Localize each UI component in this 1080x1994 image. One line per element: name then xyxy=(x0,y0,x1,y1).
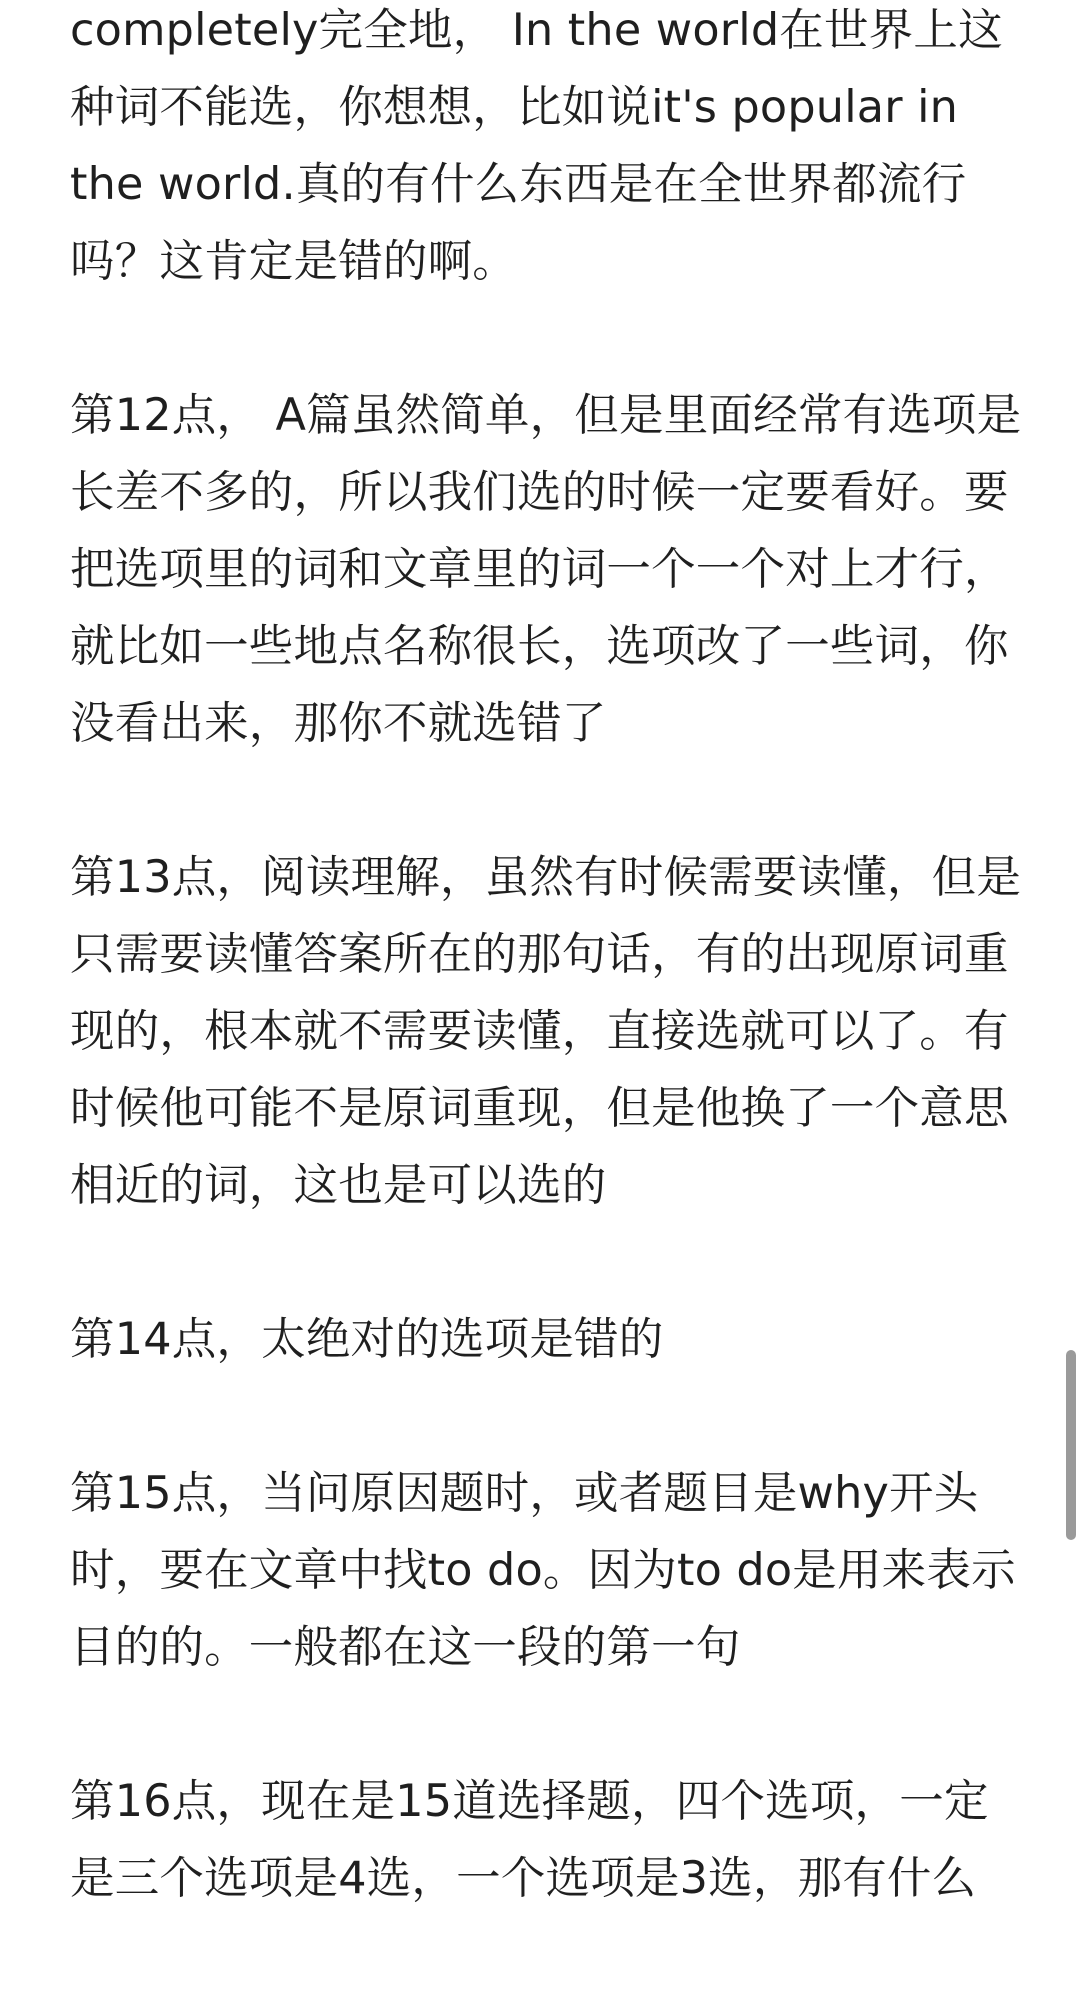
scrollbar-thumb[interactable] xyxy=(1066,1350,1076,1540)
vertical-scrollbar[interactable] xyxy=(1062,0,1080,1920)
article-body xyxy=(70,0,1030,1994)
paragraph-point-15: 第15点，当问原因题时，或者题目是why开头时，要在文章中找to do。因为to do是用来表示目的的。一般都在这一段的第一句 xyxy=(70,1468,1016,1673)
paragraph-point-14: 第14点，太绝对的选项是错的 xyxy=(70,1314,664,1365)
paragraph-point-12: 第12点， A篇虽然简单，但是里面经常有选项是长差不多的，所以我们选的时候一定要看好。要把选项里的词和文章里的词一个一个对上才行，就比如一些地点名称很长，选项改了一些词，你没看出来，那你不就选错了 xyxy=(70,390,1022,749)
paragraph-point-16: 第16点，现在是15道选择题，四个选项，一定是三个选项是4选，一个选项是3选，那有什么 xyxy=(70,1776,989,1904)
paragraph-point-13: 第13点，阅读理解，虽然有时候需要读懂，但是只需要读懂答案所在的那句话，有的出现原词重现的，根本就不需要读懂，直接选就可以了。有时候他可能不是原词重现，但是他换了一个意思相近的词，这也是可以选的 xyxy=(70,852,1022,1211)
paragraph-intro: completely完全地， In the world在世界上这种词不能选，你想想，比如说it's popular in the world.真的有什么东西是在全世界都流行吗？这肯定是错的啊。 xyxy=(70,5,1003,287)
